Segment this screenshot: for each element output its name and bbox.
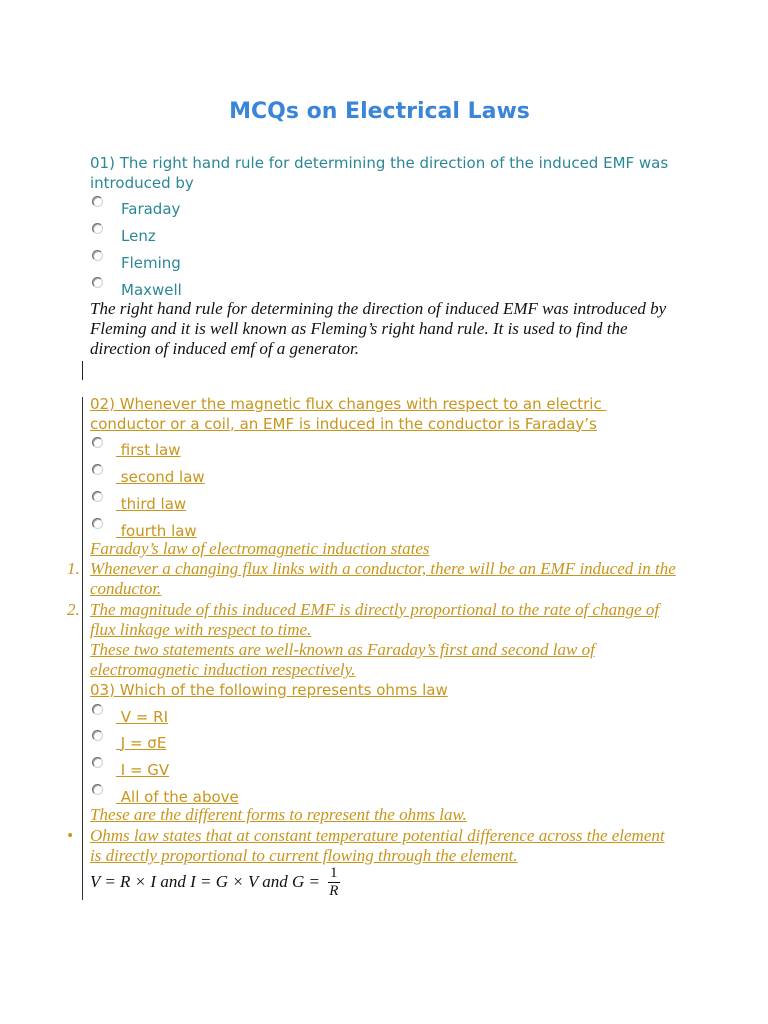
- question-1-explanation: [90, 299, 666, 359]
- bullet-list-item[interactable]: [67, 825, 665, 847]
- list-number[interactable]: 1.: [67, 559, 80, 579]
- explanation-line: The right hand rule for determining the direction of induced EMF was introduced by: [90, 299, 667, 318]
- radio-button-icon[interactable]: [92, 277, 103, 288]
- option-label[interactable]: All of the above: [120, 787, 239, 806]
- option-label[interactable]: Fleming: [121, 253, 181, 272]
- question-line: introduced by: [90, 174, 194, 192]
- list-item-text[interactable]: Whenever a changing flux links with a conductor, there will be an EMF induced in the: [90, 559, 676, 579]
- list-item-text[interactable]: The magnitude of this induced EMF is directly proportional to the rate of change of: [90, 599, 660, 619]
- formula-fraction: [327, 866, 341, 899]
- option-label[interactable]: first law: [120, 440, 181, 459]
- radio-button-icon[interactable]: [92, 223, 103, 234]
- ohms-law-formula: [90, 866, 341, 898]
- explanation-summary[interactable]: electromagnetic induction respectively.: [90, 660, 356, 680]
- option-label[interactable]: J = σE: [120, 734, 167, 753]
- option-v-equals-ri[interactable]: [90, 704, 510, 731]
- text-cursor: [82, 361, 83, 380]
- question-1-options: [90, 196, 510, 304]
- explanation-intro[interactable]: Faraday’s law of electromagnetic induction states: [90, 539, 430, 558]
- radio-button-icon[interactable]: [92, 784, 103, 795]
- question-line[interactable]: 03) Which of the following represents ohms law: [90, 681, 448, 699]
- question-2-explanation[interactable]: [67, 539, 676, 680]
- list-marker[interactable]: [67, 826, 90, 847]
- option-fleming[interactable]: [90, 250, 510, 277]
- option-faraday[interactable]: [90, 196, 510, 223]
- option-third-law[interactable]: [90, 491, 510, 518]
- option-first-law[interactable]: [90, 437, 510, 464]
- fraction-numerator: 1: [330, 864, 338, 881]
- fraction-denominator: R: [329, 882, 339, 899]
- page-title: MCQs on Electrical Laws: [229, 99, 530, 124]
- formula-expression: V = R × I and I = G × V and G =: [90, 872, 321, 891]
- option-label[interactable]: V = RI: [120, 707, 168, 726]
- explanation-summary[interactable]: These two statements are well-known as Faraday’s first and second law of: [90, 639, 595, 659]
- option-i-equals-gv[interactable]: [90, 757, 510, 784]
- list-item-text[interactable]: conductor.: [90, 579, 162, 599]
- radio-button-icon[interactable]: [92, 730, 103, 741]
- radio-button-icon[interactable]: [92, 464, 103, 475]
- option-label[interactable]: Faraday: [121, 199, 181, 218]
- radio-button-icon[interactable]: [92, 437, 103, 448]
- explanation-line: Fleming and it is well known as Fleming’s right hand rule. It is used to find the: [90, 319, 628, 338]
- list-item-text[interactable]: flux linkage with respect to time.: [90, 619, 312, 639]
- radio-button-icon[interactable]: [92, 518, 103, 529]
- option-label[interactable]: third law: [120, 494, 187, 513]
- list-marker[interactable]: [67, 559, 93, 579]
- option-label[interactable]: I = GV: [120, 760, 170, 779]
- option-label[interactable]: fourth law: [120, 521, 197, 540]
- radio-button-icon[interactable]: [92, 757, 103, 768]
- question-3-explanation[interactable]: [67, 805, 665, 867]
- radio-button-icon[interactable]: [92, 704, 103, 715]
- list-item-text[interactable]: Ohms law states that at constant temperature potential difference across the element: [90, 825, 665, 845]
- option-label[interactable]: Maxwell: [121, 280, 182, 299]
- question-line: 01) The right hand rule for determining the direction of the induced EMF was: [90, 154, 669, 172]
- question-3-text[interactable]: [90, 680, 448, 700]
- radio-button-icon[interactable]: [92, 491, 103, 502]
- option-j-equals-sigma-e[interactable]: [90, 730, 510, 757]
- question-3-options: [90, 704, 510, 811]
- question-line[interactable]: conductor or a coil, an EMF is induced in the conductor is Faraday’s: [90, 414, 597, 433]
- numbered-list-item[interactable]: [67, 599, 676, 620]
- bullet-glyph[interactable]: •: [67, 825, 73, 845]
- list-item-text[interactable]: is directly proportional to current flowing through the element.: [90, 846, 518, 865]
- question-2-options: [90, 437, 510, 545]
- list-marker[interactable]: [67, 600, 93, 620]
- option-lenz[interactable]: [90, 223, 510, 250]
- option-second-law[interactable]: [90, 464, 510, 491]
- numbered-list-item[interactable]: [67, 559, 676, 579]
- question-1-text: [90, 153, 668, 193]
- question-2-text[interactable]: [90, 395, 606, 434]
- question-line[interactable]: 02) Whenever the magnetic flux changes with respect to an electric: [90, 395, 607, 413]
- explanation-line: direction of induced emf of a generator.: [90, 339, 359, 358]
- option-label[interactable]: second law: [120, 467, 205, 486]
- option-label[interactable]: Lenz: [121, 226, 156, 245]
- list-number[interactable]: 2.: [67, 599, 80, 619]
- explanation-intro[interactable]: These are the different forms to represent the ohms law.: [90, 805, 467, 824]
- radio-button-icon[interactable]: [92, 250, 103, 261]
- radio-button-icon[interactable]: [92, 196, 103, 207]
